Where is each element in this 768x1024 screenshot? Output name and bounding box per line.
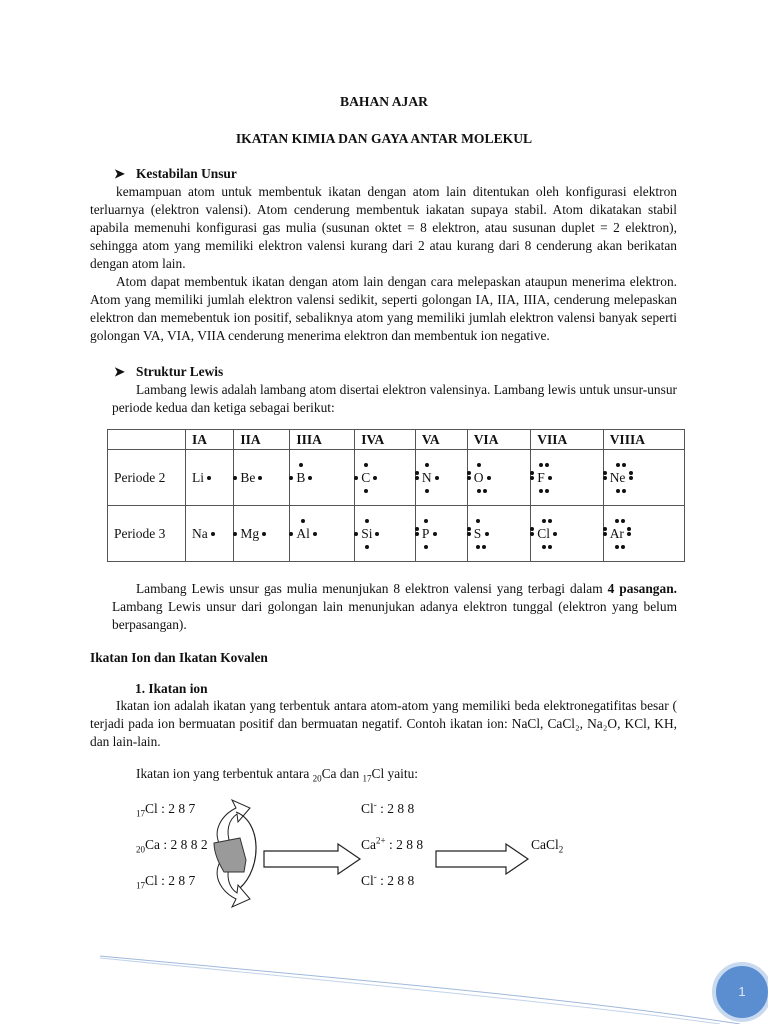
heading-ikatan-ion-kovalen: Ikatan Ion dan Ikatan Kovalen — [90, 650, 268, 665]
table-header-cell: IVA — [355, 430, 416, 450]
table-header-cell: IIA — [234, 430, 290, 450]
lewis-symbol: Ne — [610, 469, 626, 487]
config-ca-ion: $Ca^{2+}$ : 2 8 8 — [361, 835, 424, 852]
reaction-arrow-1-icon — [264, 844, 360, 874]
paragraph-lewis-gas-mulia: Lambang Lewis unsur gas mulia menunjukan 8 elektron valensi yang terbagi dalam 4 pasangan. Lambang Lewis unsur dari golongan lain menunjukan adanya elektron tunggal (elektron yang belum berpasangan). — [112, 581, 677, 632]
row-label: Periode 2 — [108, 450, 186, 506]
electron-transfer-arrow-up-icon — [217, 800, 250, 845]
arrow-bullet-icon: ➤ — [114, 364, 125, 379]
reaction-arrow-2-icon — [436, 844, 528, 874]
config-cl-left-1: $_{17}$Cl : 2 8 7 — [136, 801, 196, 819]
lewis-symbol: Mg — [240, 525, 259, 543]
lewis-symbol: Si — [361, 525, 372, 543]
lewis-symbol: P — [422, 525, 430, 543]
page-number-badge: 1 — [712, 962, 768, 1022]
example-intro: Ikatan ion yang terbentuk antara $_{20}$Ca dan $_{17}$Cl yaitu: — [136, 766, 419, 784]
paragraph-ikatan-ion: Ikatan ion adalah ikatan yang terbentuk antara atom-atom yang memiliki beda elektronegatifitas besar ( terjadi pada ion bermuatan positif dan bermuatan negatif. Contoh ikatan ion: NaCl, CaCl₂, Na₂O, KCl, KH, dan lain-lain. — [90, 698, 677, 749]
lewis-symbol: Be — [240, 469, 255, 487]
chapter-title: IKATAN KIMIA DAN GAYA ANTAR MOLEKUL — [235, 131, 533, 146]
table-header-cell: VA — [415, 430, 467, 450]
config-ca-left: $_{20}$Ca : 2 8 8 2 — [136, 837, 208, 855]
table-header-cell: IA — [186, 430, 234, 450]
heading-kestabilan-unsur: ➤ Kestabilan Unsur — [114, 166, 237, 181]
row-label: Periode 3 — [108, 506, 186, 562]
config-cl-ion-2: Cl- : 2 8 8 — [361, 871, 415, 888]
lewis-symbol: S — [474, 525, 482, 543]
lewis-symbol: Cl — [537, 525, 550, 543]
lewis-symbol: Al — [296, 525, 310, 543]
lewis-symbol: F — [537, 469, 545, 487]
config-cl-ion-1: Cl- : 2 8 8 — [361, 799, 415, 816]
lewis-symbol: N — [422, 469, 432, 487]
lewis-symbol: B — [296, 469, 305, 487]
table-header-cell: IIIA — [290, 430, 355, 450]
product-cacl2: CaCl$_2$ — [531, 837, 564, 855]
document-title: BAHAN AJAR — [340, 94, 428, 109]
heading-ikatan-ion: 1. Ikatan ion — [135, 681, 208, 696]
lewis-symbol: Ar — [610, 525, 624, 543]
lewis-symbol: Li — [192, 469, 204, 487]
table-header-cell: VIIIA — [603, 430, 684, 450]
lewis-symbol: C — [361, 469, 370, 487]
arrow-bullet-icon: ➤ — [114, 166, 125, 181]
paragraph-struktur-lewis: Lambang lewis adalah lambang atom disertai elektron valensinya. Lambang lewis untuk unsur-unsur periode kedua dan ketiga sebagai berikut: — [112, 382, 677, 415]
paragraph-kestabilan-2: Atom dapat membentuk ikatan dengan atom lain dengan cara melepaskan ataupun menerima elektron. Atom yang memiliki jumlah elektron valensi sedikit, seperti golongan IA, IIA, IIIA, cenderung melepaskan elektron dan memebentuk ion positif, sebaliknya atom yang memiliki jumlah elektron valensi banyak seperti golongan VA, VIA, VIIA cenderung menerima elektron dan membentuk ion negative. — [90, 274, 677, 343]
paragraph-kestabilan-1: kemampuan atom untuk membentuk ikatan dengan atom lain ditentukan oleh konfigurasi elektron terluarnya (elektron valensi). Atom cenderung membentuk iakatan supaya stabil. Atom dikatakan stabil apabila memenuhi konfigurasi gas mulia (susunan oktet = 8 elektron, atau susunan duplet = 2 elektron), sehingga atom yang memiliki elektron valensi kurang dari 2 atau kurang dari 8 cenderung akan berikatan dengan atom lain. — [90, 184, 677, 271]
heading-struktur-lewis: ➤ Struktur Lewis — [114, 364, 224, 379]
table-header-cell: VIA — [467, 430, 531, 450]
lewis-symbol: O — [474, 469, 484, 487]
table-header-cell: VIIA — [531, 430, 603, 450]
lewis-symbol: Na — [192, 525, 208, 543]
config-cl-left-2: $_{17}$Cl : 2 8 7 — [136, 873, 196, 891]
footer-decor-line — [100, 958, 720, 1024]
